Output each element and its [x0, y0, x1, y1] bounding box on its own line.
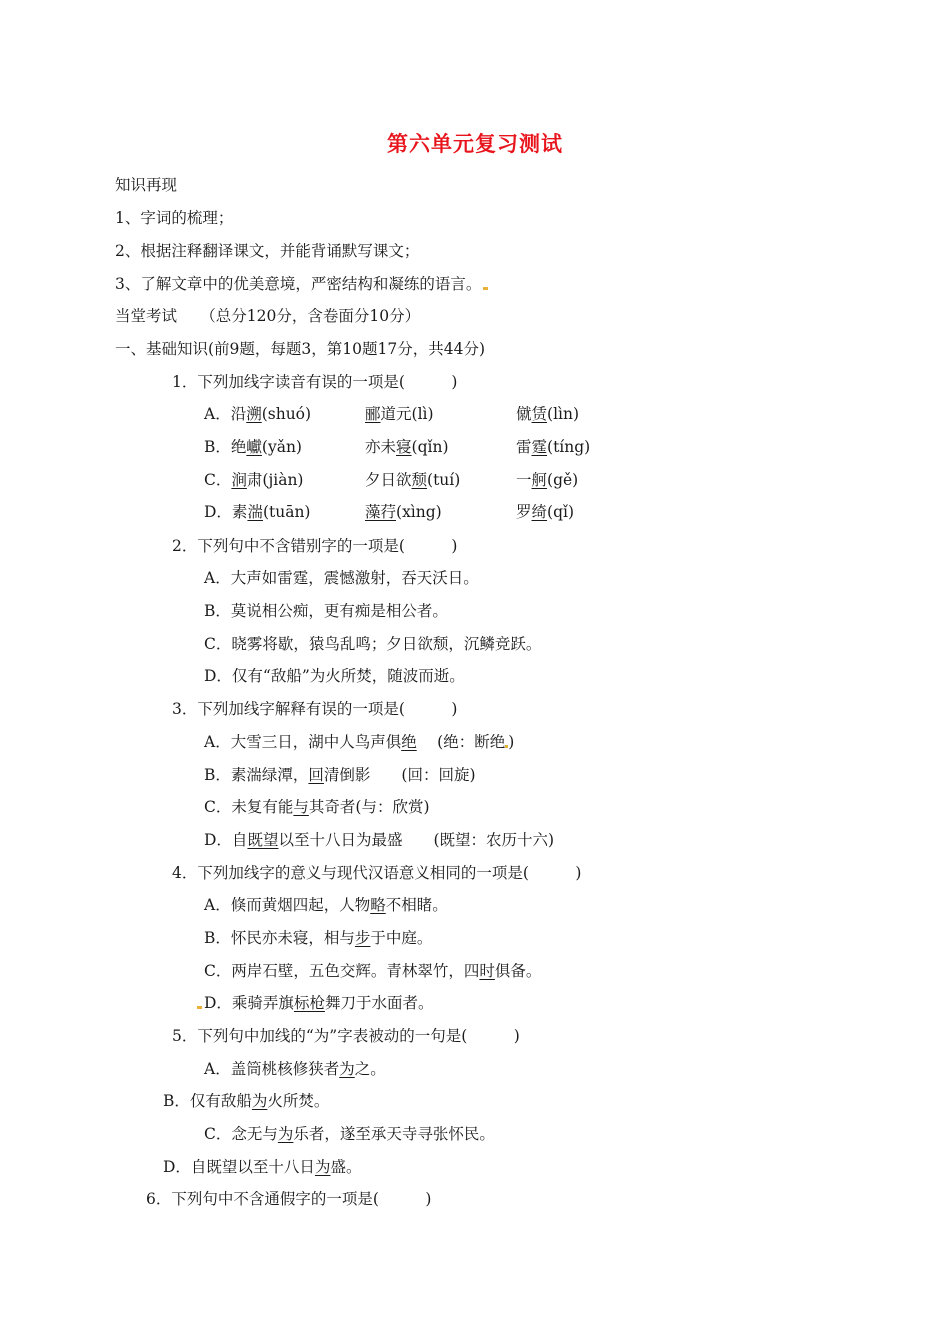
exam-heading: 当堂考试: [115, 307, 178, 325]
q4-b-text: B．怀民亦未寝，相与: [204, 929, 355, 947]
exam-score-note: （总分120分，含卷面分10分）: [208, 307, 421, 325]
q1-option-a-item-2: [365, 404, 434, 424]
q1-option-c-item-1: [204, 470, 303, 490]
q1-option-d-item-2: [365, 502, 442, 522]
q5-c-tail: 乐者，遂至承天寺寻张怀民。: [293, 1125, 495, 1143]
q4-d-tail: 舞刀于水面者。: [324, 994, 434, 1012]
q5-c-underlined: 为: [277, 1125, 294, 1143]
q3-stem: 3．下列加线字解释有误的一项是( ): [172, 700, 458, 718]
q1-item-underlined: 赁: [531, 405, 548, 423]
q1-item-pinyin: (gě): [547, 471, 579, 489]
q1-item-prefix: D．素: [204, 503, 248, 521]
q1-item-underlined: 郦: [365, 405, 381, 423]
q5-a-underlined: 为: [339, 1060, 355, 1078]
q4-a-tail: 不相睹。: [385, 896, 448, 914]
q1-item-prefix: 罗: [516, 503, 532, 521]
q5-d-text: D．自既望以至十八日: [163, 1158, 315, 1176]
q1-item-pinyin: (shuó): [261, 405, 312, 423]
q1-item-underlined: 涧: [231, 471, 247, 489]
q1-item-prefix: B．绝: [204, 438, 247, 456]
q5-a-text: A．盖筒桃核修狭者: [204, 1060, 340, 1078]
knowledge-heading: 知识再现: [115, 176, 178, 194]
q1-option-b-item-2: [365, 437, 449, 457]
q5-option-c: [204, 1124, 495, 1144]
q2-option-a: A．大声如雷霆，震憾激射，吞天沃日。: [204, 569, 479, 587]
q1-option-c-item-3: [516, 470, 578, 490]
q5-b-tail: 火所焚。: [267, 1092, 330, 1110]
q1-item-underlined: 寝: [396, 438, 412, 456]
q4-c-tail: 俱备。: [494, 962, 542, 980]
q1-item-pinyin: (xìng): [396, 503, 442, 521]
q4-stem: 4．下列加线字的意义与现代汉语意义相同的一项是( ): [172, 864, 582, 882]
q1-option-b-item-1: [204, 437, 302, 457]
knowledge-item-3-text: 3、了解文章中的优美意境，严密结构和凝练的语言。: [115, 275, 482, 293]
q1-item-pinyin: (tuān): [262, 503, 311, 521]
q5-option-d: [163, 1157, 361, 1177]
knowledge-item-3: [115, 274, 490, 294]
q1-item-underlined: 霆: [531, 438, 548, 456]
q3-a-text: A．大雪三日，湖中人鸟声俱: [204, 733, 402, 751]
q1-option-b-item-3: [516, 437, 590, 457]
q1-item-underlined: 巘: [246, 438, 262, 456]
section-title: 一、基础知识(前9题，每题3，第10题17分，共44分): [115, 340, 485, 358]
q1-item-underlined: 颓: [411, 471, 428, 489]
q1-option-d-item-1: [204, 502, 310, 522]
q4-option-a: [204, 895, 448, 915]
q5-d-underlined: 为: [314, 1158, 331, 1176]
q4-d-underlined: 标枪: [293, 994, 325, 1012]
q5-stem: 5．下列句中加线的“为”字表被动的一句是( ): [172, 1027, 520, 1045]
q1-option-c-item-2: [365, 470, 460, 490]
q5-b-text: B．仅有敌船: [163, 1092, 252, 1110]
q1-item-underlined: 溯: [246, 405, 262, 423]
q2-option-b: B．莫说相公痴，更有痴是相公者。: [204, 602, 448, 620]
q1-item-pinyin: (qǐ): [547, 503, 575, 521]
q3-b-text: B．素湍绿潭，: [204, 766, 309, 784]
q1-item-pinyin: (tíng): [547, 438, 591, 456]
edit-mark-icon: [197, 1006, 202, 1009]
q4-c-text: C．两岸石壁，五色交辉。青林翠竹，四: [204, 962, 480, 980]
q3-c-gloss: 其奇者(与：欣赏): [308, 798, 430, 816]
q4-option-d: [197, 993, 433, 1013]
q1-item-prefix: 亦未: [365, 438, 397, 456]
q3-option-a: [204, 732, 514, 752]
q3-a-underlined: 绝: [401, 733, 417, 751]
q1-item-prefix: 夕日欲: [365, 471, 412, 489]
q3-c-text: C．未复有能: [204, 798, 294, 816]
q4-option-b: [204, 928, 432, 948]
edit-mark-icon: [483, 287, 488, 290]
q5-a-tail: 之。: [354, 1060, 386, 1078]
q1-option-a-item-1: [204, 404, 311, 424]
q1-stem: 1．下列加线字读音有误的一项是( ): [172, 373, 458, 391]
q3-d-text: D．自: [204, 831, 248, 849]
q3-b-gloss: 清倒影 (回：回旋): [323, 766, 476, 784]
q4-option-c: [204, 961, 541, 981]
q4-a-underlined: 略: [370, 896, 386, 914]
q1-item-pinyin: (tuí): [427, 471, 461, 489]
q4-d-text: D．乘骑弄旗: [204, 994, 294, 1012]
q4-a-text: A．倏而黄烟四起，人物: [204, 896, 371, 914]
q1-item-pinyin: (qǐn): [411, 438, 449, 456]
q5-option-b: [163, 1091, 329, 1111]
q1-item-prefix: C．: [204, 471, 232, 489]
q3-option-d: [204, 830, 554, 850]
q2-option-d: D．仅有“敌船”为火所焚，随波而逝。: [204, 667, 465, 685]
exam-header: [115, 306, 420, 326]
q4-c-underlined: 时: [479, 962, 495, 980]
q1-item-prefix: A．沿: [204, 405, 247, 423]
q3-b-underlined: 回: [308, 766, 324, 784]
q1-item-pinyin: (yǎn): [261, 438, 302, 456]
knowledge-item-2: 2、根据注释翻译课文，并能背诵默写课文；: [115, 242, 420, 260]
q3-option-b: [204, 765, 476, 785]
q1-item-prefix: 一: [516, 471, 532, 489]
q3-a-tail: ): [508, 733, 515, 751]
q3-d-gloss: 以至十八日为最盛 (既望：农历十六): [278, 831, 555, 849]
q1-item-underlined: 舸: [531, 471, 548, 489]
q1-item-pinyin: (lìn): [547, 405, 580, 423]
q4-b-underlined: 步: [354, 929, 371, 947]
q3-a-gloss: (绝：断绝: [416, 733, 506, 751]
q1-item-prefix: 僦: [516, 405, 532, 423]
q6-stem: 6．下列句中不含通假字的一项是( ): [146, 1190, 432, 1208]
q3-d-underlined: 既望: [247, 831, 279, 849]
q5-b-underlined: 为: [251, 1092, 268, 1110]
q1-item-pinyin: 道元(lì): [380, 405, 434, 423]
q2-stem: 2．下列句中不含错别字的一项是( ): [172, 537, 458, 555]
q5-d-tail: 盛。: [330, 1158, 362, 1176]
page-title: 第六单元复习测试: [387, 132, 563, 156]
q1-item-underlined: 湍: [247, 503, 263, 521]
q5-option-a: [204, 1059, 386, 1079]
q1-option-a-item-3: [516, 404, 579, 424]
q3-option-c: [204, 797, 430, 817]
q1-item-underlined: 绮: [531, 503, 548, 521]
q3-c-underlined: 与: [293, 798, 309, 816]
q1-item-underlined: 藻荇: [365, 503, 397, 521]
q1-item-prefix: 雷: [516, 438, 532, 456]
q5-c-text: C．念无与: [204, 1125, 278, 1143]
knowledge-item-1: 1、字词的梳理；: [115, 209, 234, 227]
q4-b-tail: 于中庭。: [370, 929, 433, 947]
q1-option-d-item-3: [516, 502, 574, 522]
q2-option-c: C．晓雾将歇，猿鸟乱鸣；夕日欲颓，沉鳞竞跃。: [204, 635, 542, 653]
q1-item-pinyin: 肃(jiàn): [246, 471, 304, 489]
